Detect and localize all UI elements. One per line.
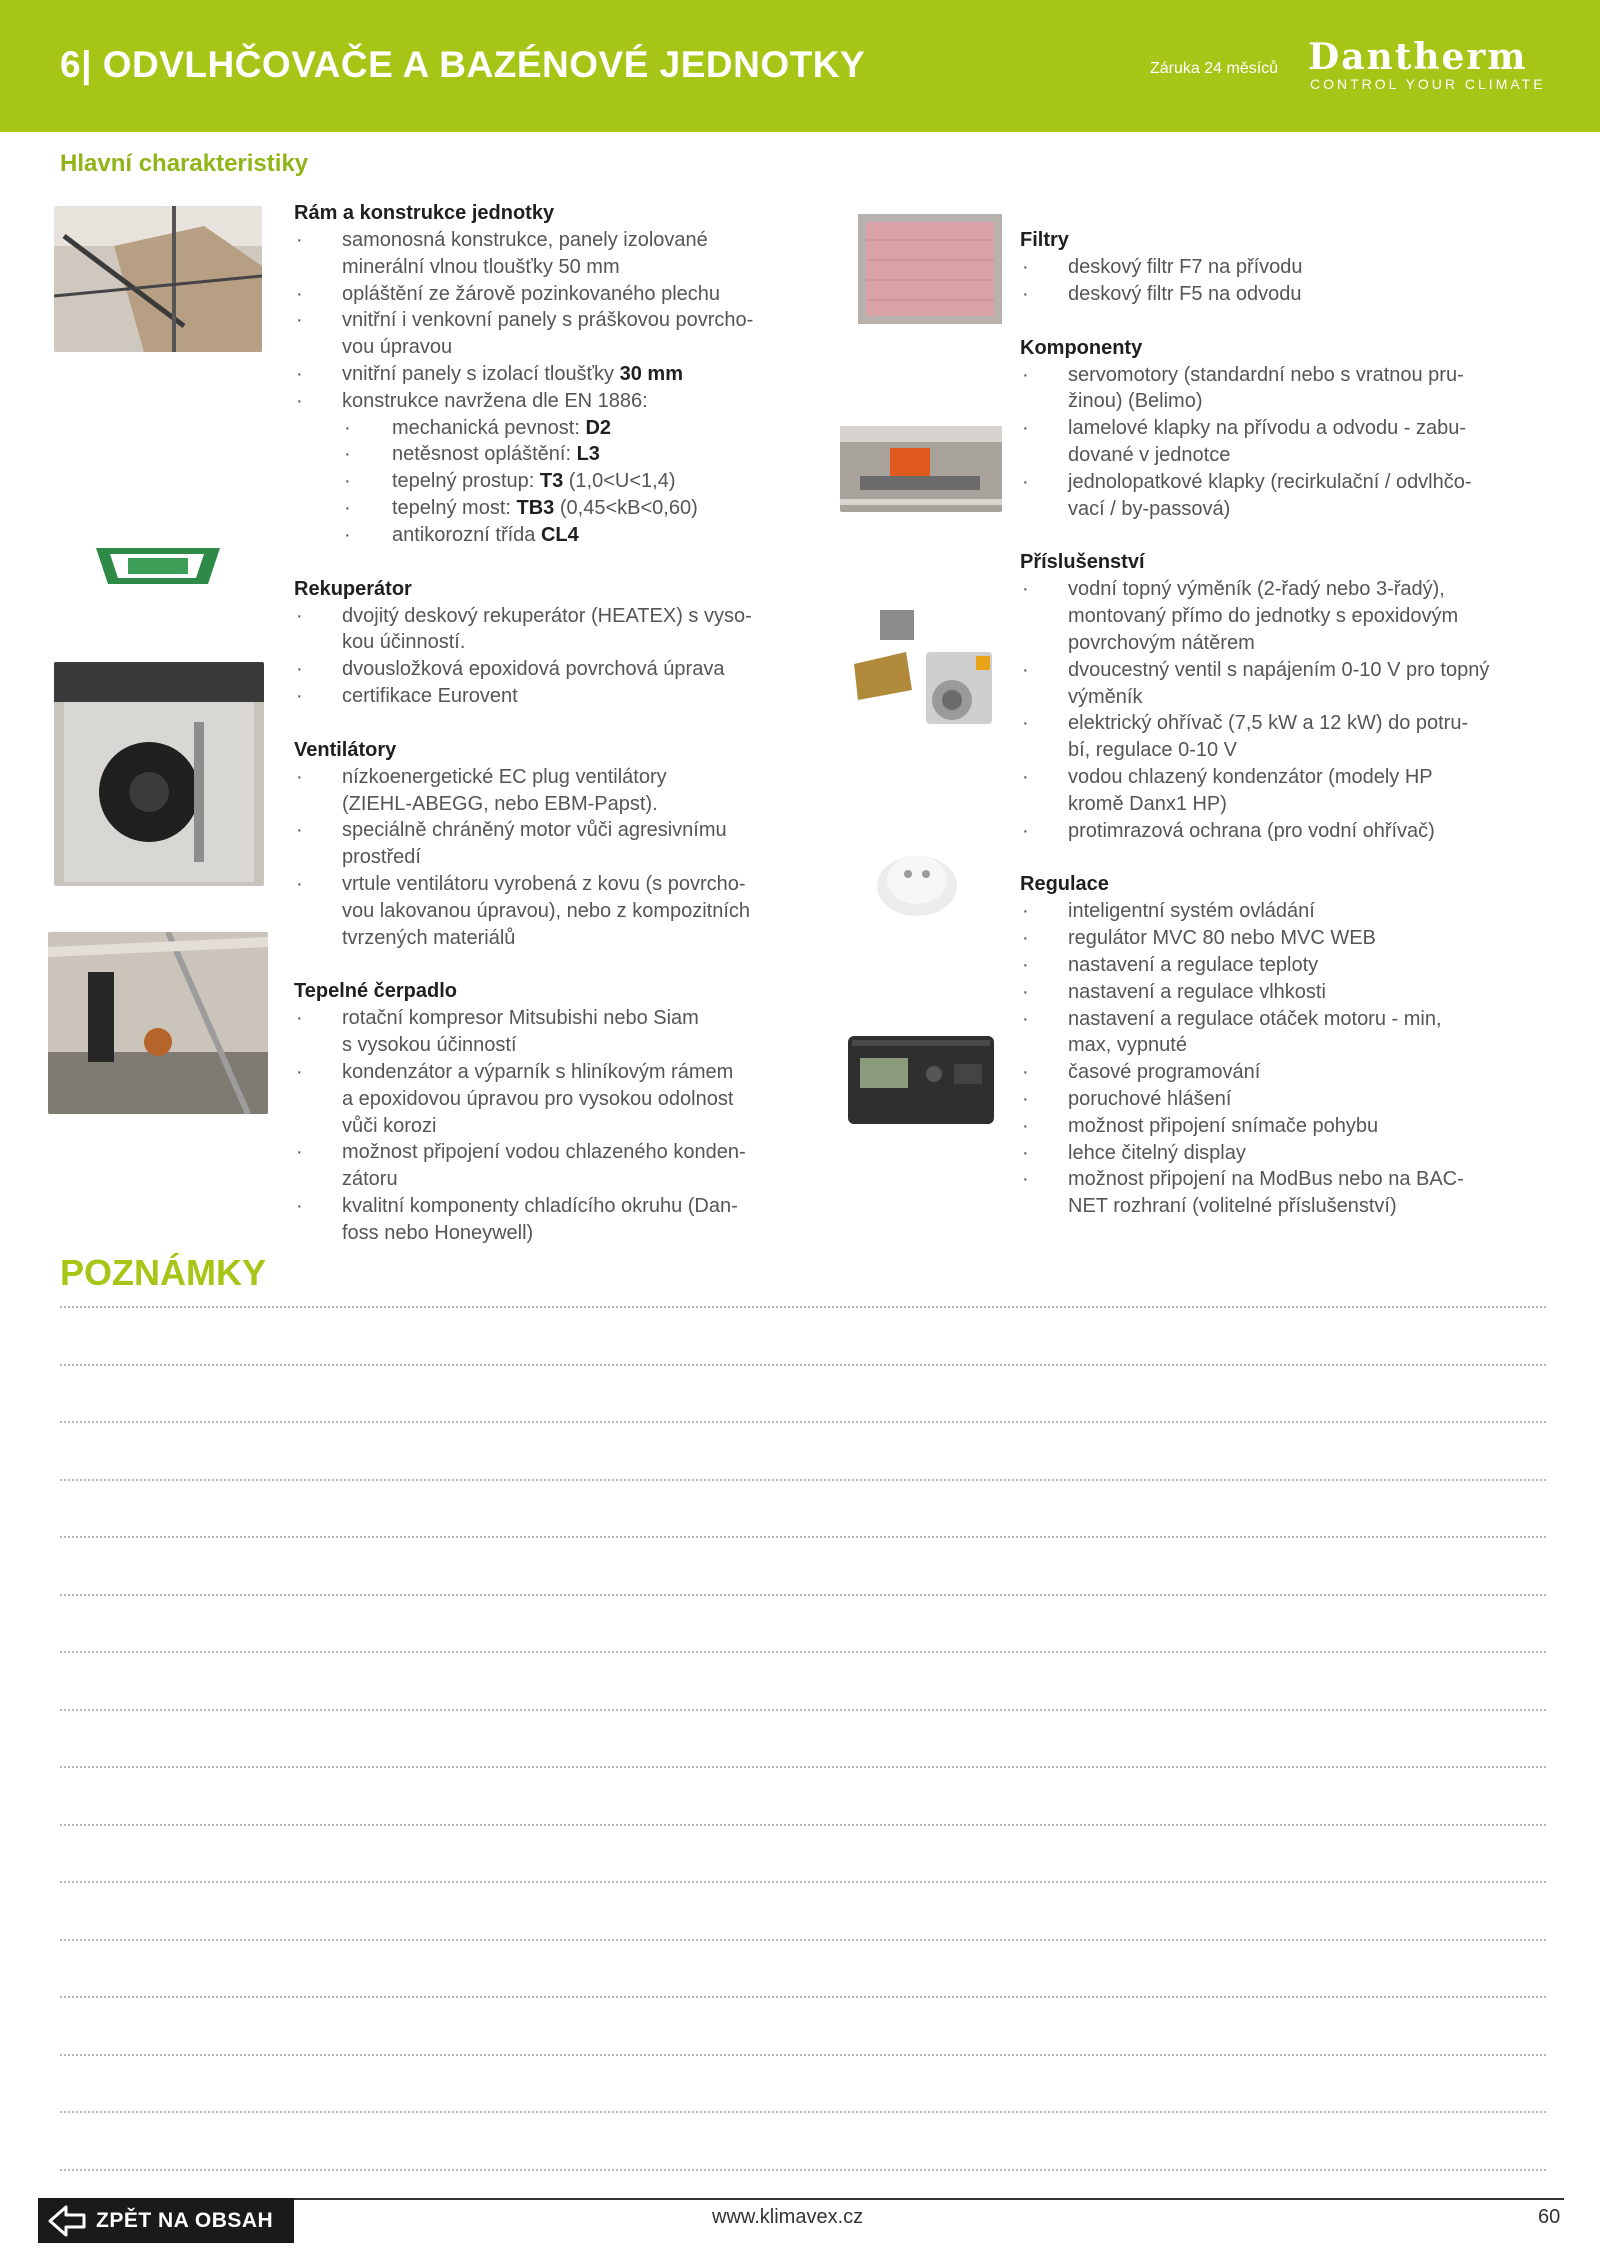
accessories-list bbox=[1020, 576, 1560, 844]
note-line bbox=[60, 1881, 1546, 1883]
components-heading: Komponenty bbox=[1020, 336, 1143, 359]
filters-section bbox=[1020, 227, 1560, 308]
sub-list-item: · tepelný prostup: T3 (1,0<U<1,4) bbox=[294, 468, 834, 495]
fans-heading: Ventilátory bbox=[294, 738, 397, 761]
note-line bbox=[60, 1651, 1546, 1653]
page-number: 60 bbox=[1538, 2206, 1561, 2228]
note-line bbox=[60, 1766, 1546, 1768]
note-line bbox=[60, 2054, 1546, 2056]
control-heading: Regulace bbox=[1020, 873, 1109, 896]
list-item: · vodou chlazený kondenzátor (modely HP bbox=[1020, 764, 1560, 791]
damper-actuator-image bbox=[840, 426, 1002, 512]
list-item-continuation: a epoxidovou úpravou pro vysokou odolnost bbox=[342, 1087, 734, 1110]
sensor-image bbox=[872, 840, 962, 920]
list-item: · poruchové hlášení bbox=[1020, 1086, 1560, 1113]
list-item: · možnost připojení vodou chlazeného konden- bbox=[294, 1139, 834, 1166]
brand-logo: Dantherm bbox=[1308, 36, 1528, 78]
filter-image bbox=[854, 210, 1006, 328]
list-item-continuation: (ZIEHL-ABEGG, nebo EBM-Papst). bbox=[342, 792, 658, 815]
note-line bbox=[60, 1364, 1546, 1366]
filters-list bbox=[1020, 254, 1560, 308]
list-item: · možnost připojení na ModBus nebo na BAC- bbox=[1020, 1166, 1560, 1193]
note-line bbox=[60, 1479, 1546, 1481]
frame-section bbox=[294, 200, 834, 549]
notes-title: POZNÁMKY bbox=[60, 1252, 266, 1293]
list-item: · vrtule ventilátoru vyrobená z kovu (s povrcho- bbox=[294, 871, 834, 898]
brand-tagline: CONTROL YOUR CLIMATE bbox=[1310, 76, 1546, 92]
list-item: · rotační kompresor Mitsubishi nebo Siam bbox=[294, 1005, 834, 1032]
list-item: · dvousložková epoxidová povrchová úprava bbox=[294, 656, 834, 683]
list-item-continuation: kou účinností. bbox=[342, 631, 466, 654]
list-item: · vnitřní i venkovní panely s práškovou povrcho- bbox=[294, 307, 834, 334]
list-item-continuation: vůči korozi bbox=[342, 1114, 437, 1137]
frame-list bbox=[294, 227, 834, 549]
note-line bbox=[60, 1421, 1546, 1423]
chapter-title: 6| ODVLHČOVAČE A BAZÉNOVÉ JEDNOTKY bbox=[60, 44, 866, 85]
list-item-continuation: max, vypnuté bbox=[1068, 1034, 1187, 1057]
list-item: · nastavení a regulace vlhkosti bbox=[1020, 979, 1560, 1006]
list-item: · dvoucestný ventil s napájením 0-10 V pro topný bbox=[1020, 657, 1560, 684]
right-column bbox=[1020, 227, 1560, 1247]
note-line bbox=[60, 2111, 1546, 2113]
list-item-continuation: s vysokou účinností bbox=[342, 1034, 517, 1057]
list-item-continuation: minerální vlnou tloušťky 50 mm bbox=[342, 255, 620, 278]
list-item-continuation: bí, regulace 0-10 V bbox=[1068, 739, 1237, 762]
back-to-contents-label: ZPĚT NA OBSAH bbox=[96, 2208, 274, 2232]
website-link[interactable]: www.klimavex.cz bbox=[712, 2206, 864, 2228]
sub-list-item: · tepelný most: TB3 (0,45<kB<0,60) bbox=[294, 495, 834, 522]
list-item-continuation: dované v jednotce bbox=[1068, 443, 1231, 466]
list-item: · kondenzátor a výparník s hliníkovým rámem bbox=[294, 1059, 834, 1086]
back-to-contents-button[interactable] bbox=[38, 2198, 294, 2243]
list-item: · certifikace Eurovent bbox=[294, 683, 834, 710]
certification-logo-image bbox=[94, 544, 222, 588]
list-item: · jednolopatkové klapky (recirkulační / odvlhčo- bbox=[1020, 469, 1560, 496]
note-line bbox=[60, 1709, 1546, 1711]
page-header bbox=[0, 0, 1600, 132]
list-item: · protimrazová ochrana (pro vodní ohřívač) bbox=[1020, 818, 1560, 845]
accessories-section bbox=[1020, 549, 1560, 844]
sub-list-item: · antikorozní třída CL4 bbox=[294, 522, 834, 549]
list-item: · nízkoenergetické EC plug ventilátory bbox=[294, 764, 834, 791]
control-list bbox=[1020, 898, 1560, 1220]
note-line bbox=[60, 1594, 1546, 1596]
list-item: · deskový filtr F5 na odvodu bbox=[1020, 281, 1560, 308]
section-subtitle: Hlavní charakteristiky bbox=[60, 150, 309, 177]
list-item: · konstrukce navržena dle EN 1886: bbox=[294, 388, 834, 415]
list-item: · nastavení a regulace otáček motoru - min, bbox=[1020, 1006, 1560, 1033]
list-item: · elektrický ohřívač (7,5 kW a 12 kW) do potru- bbox=[1020, 710, 1560, 737]
note-line bbox=[60, 1306, 1546, 1308]
control-section bbox=[1020, 871, 1560, 1220]
list-item: · lamelové klapky na přívodu a odvodu - zabu- bbox=[1020, 415, 1560, 442]
valve-and-heater-image bbox=[840, 604, 1002, 740]
sub-list-item: · mechanická pevnost: D2 bbox=[294, 415, 834, 442]
list-item: · vnitřní panely s izolací tloušťky 30 mm bbox=[294, 361, 834, 388]
list-item-continuation: vou lakovanou úpravou), nebo z kompozitních bbox=[342, 899, 751, 922]
list-item: · lehce čitelný display bbox=[1020, 1140, 1560, 1167]
list-item-continuation: výměník bbox=[1068, 685, 1143, 708]
list-item: · servomotory (standardní nebo s vratnou pru- bbox=[1020, 362, 1560, 389]
fans-section bbox=[294, 737, 834, 952]
list-item-continuation: montovaný přímo do jednotky s epoxidovým bbox=[1068, 605, 1459, 628]
recuperator-image bbox=[54, 662, 264, 886]
list-item-continuation: kromě Danx1 HP) bbox=[1068, 792, 1227, 815]
note-line bbox=[60, 1824, 1546, 1826]
list-item: · možnost připojení snímače pohybu bbox=[1020, 1113, 1560, 1140]
accessories-heading: Příslušenství bbox=[1020, 551, 1145, 574]
note-line bbox=[60, 1536, 1546, 1538]
list-item-continuation: povrchovým nátěrem bbox=[1068, 631, 1255, 654]
frame-heading: Rám a konstrukce jednotky bbox=[294, 202, 555, 224]
list-item-continuation: vou úpravou bbox=[342, 336, 453, 359]
list-item: · speciálně chráněný motor vůči agresivnímu bbox=[294, 817, 834, 844]
fans-list bbox=[294, 764, 834, 952]
list-item-continuation: vací / by-passová) bbox=[1068, 497, 1231, 520]
controller-display-image bbox=[844, 1028, 998, 1130]
note-line bbox=[60, 2169, 1546, 2171]
list-item: · samonosná konstrukce, panely izolované bbox=[294, 227, 834, 254]
recuperator-list bbox=[294, 603, 834, 710]
heatpump-list bbox=[294, 1005, 834, 1246]
list-item: · inteligentní systém ovládání bbox=[1020, 898, 1560, 925]
recuperator-heading: Rekuperátor bbox=[294, 577, 412, 600]
list-item: · nastavení a regulace teploty bbox=[1020, 952, 1560, 979]
note-line bbox=[60, 1939, 1546, 1941]
note-line bbox=[60, 1996, 1546, 1998]
list-item: · deskový filtr F7 na přívodu bbox=[1020, 254, 1560, 281]
list-item-continuation: foss nebo Honeywell) bbox=[342, 1221, 534, 1244]
frame-construction-image bbox=[54, 206, 262, 352]
list-item-continuation: žinou) (Belimo) bbox=[1068, 390, 1203, 413]
list-item: · dvojitý deskový rekuperátor (HEATEX) s vyso- bbox=[294, 603, 834, 630]
list-item-continuation: zátoru bbox=[342, 1168, 398, 1191]
list-item: · časové programování bbox=[1020, 1059, 1560, 1086]
arrow-left-icon bbox=[48, 2204, 86, 2238]
left-column bbox=[294, 200, 834, 1274]
recuperator-section bbox=[294, 576, 834, 710]
warranty-label: Záruka 24 měsíců bbox=[1150, 60, 1279, 77]
heatpump-section bbox=[294, 978, 834, 1246]
list-item-continuation: prostředí bbox=[342, 846, 421, 869]
heatpump-heading: Tepelné čerpadlo bbox=[294, 980, 458, 1003]
list-item: · regulátor MVC 80 nebo MVC WEB bbox=[1020, 925, 1560, 952]
filters-heading: Filtry bbox=[1020, 229, 1069, 251]
heatpump-image bbox=[48, 932, 268, 1114]
list-item: · kvalitní komponenty chladícího okruhu (Dan- bbox=[294, 1193, 834, 1220]
components-list bbox=[1020, 362, 1560, 523]
list-item: · opláštění ze žárově pozinkovaného plechu bbox=[294, 281, 834, 308]
list-item-continuation: NET rozhraní (volitelné příslušenství) bbox=[1068, 1195, 1397, 1218]
sub-list-item: · netěsnost opláštění: L3 bbox=[294, 441, 834, 468]
list-item-continuation: tvrzených materiálů bbox=[342, 926, 516, 949]
list-item: · vodní topný výměník (2-řadý nebo 3-řadý), bbox=[1020, 576, 1560, 603]
components-section bbox=[1020, 335, 1560, 523]
